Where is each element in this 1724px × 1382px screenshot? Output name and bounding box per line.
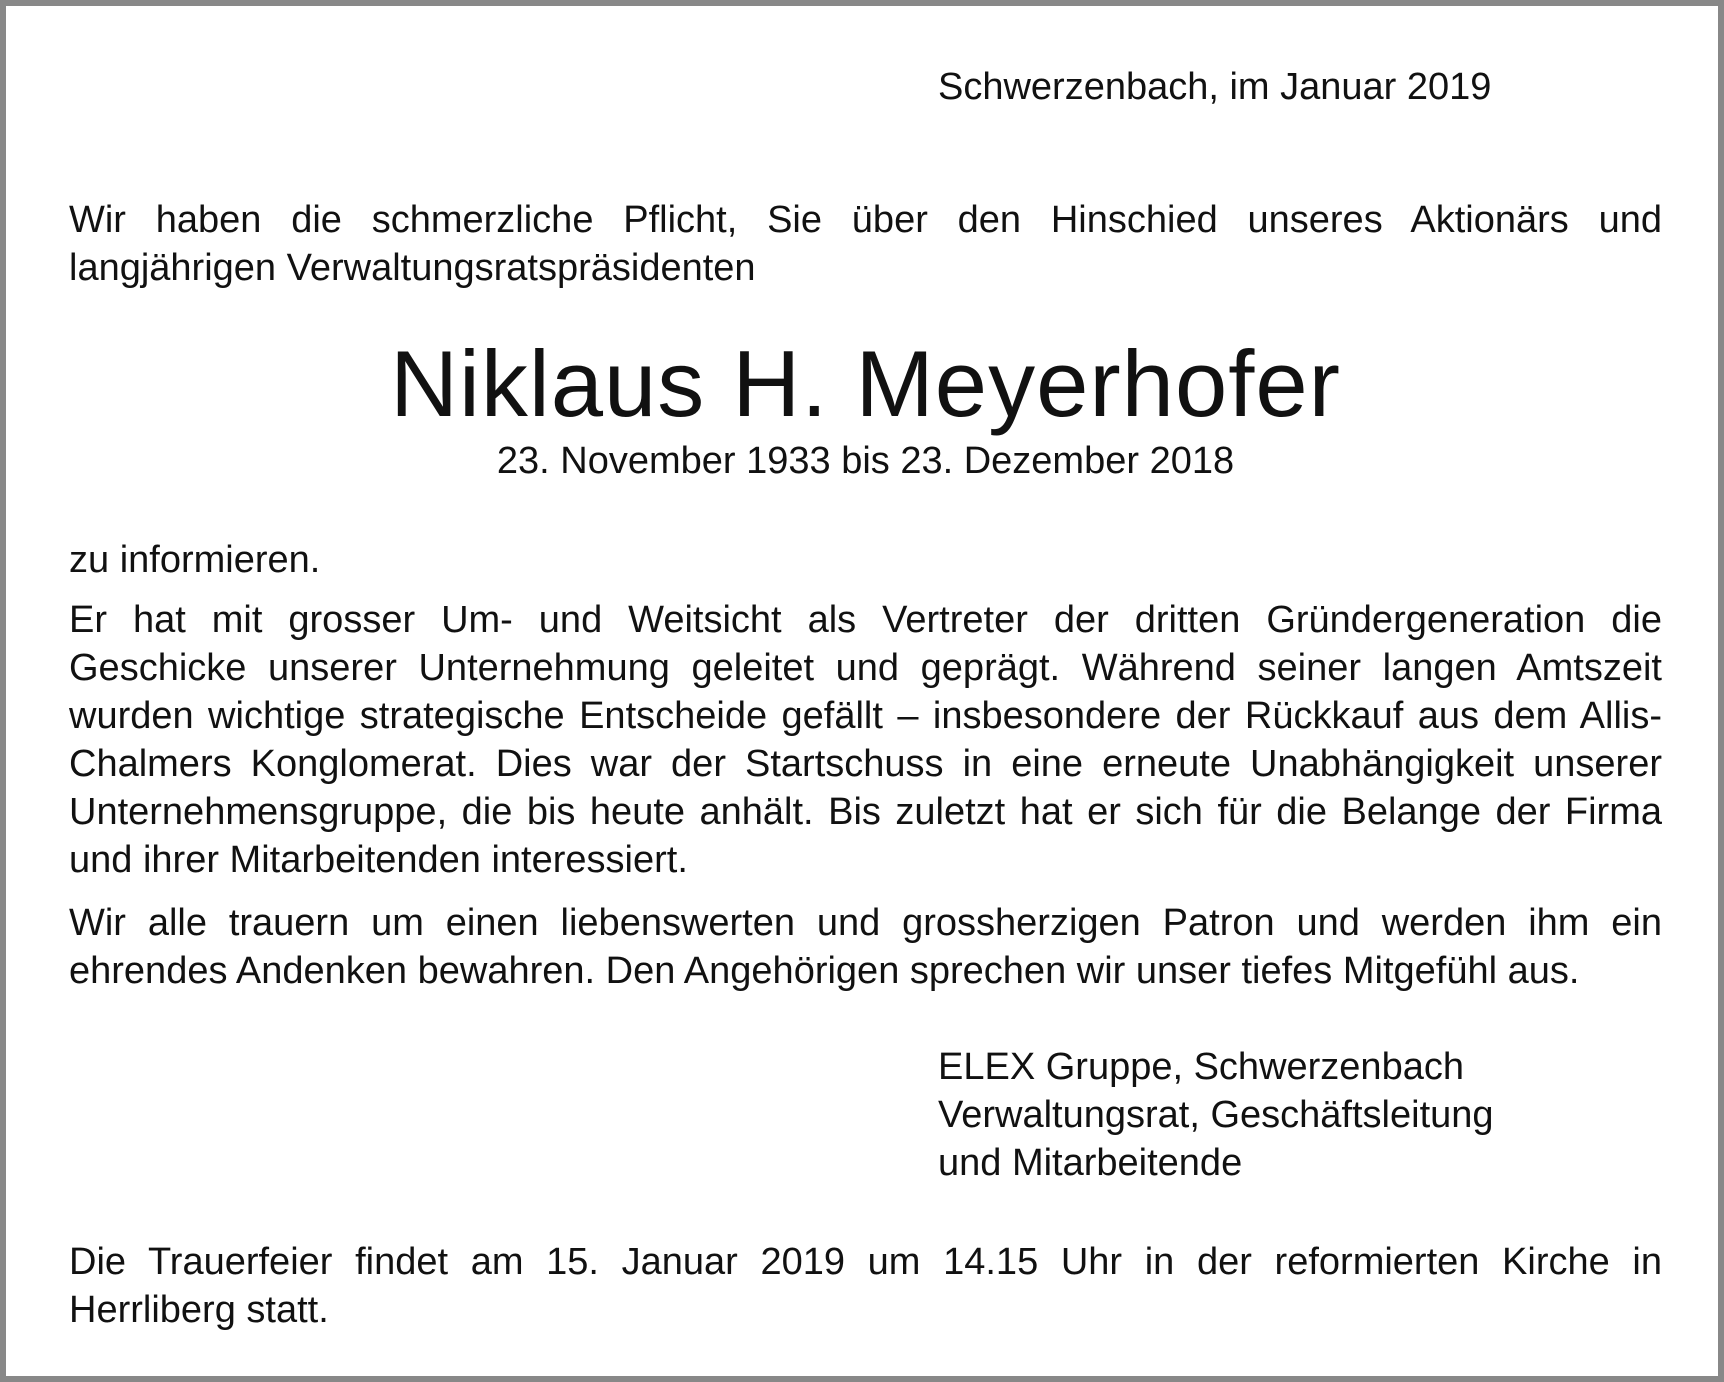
signature-line: ELEX Gruppe, Schwerzenbach	[938, 1046, 1464, 1088]
life-dates: 23. November 1933 bis 23. Dezember 2018	[496, 440, 1235, 482]
tribute-paragraph: Er hat mit grosser Um- und Weitsicht als Vertreter der dritten Gründergeneration die Geschicke unserer Unternehmung geleitet und geprägt. Während seiner langen Amtszeit wurden wichtige strategische Entscheide gefällt – insbesondere der Rückkauf aus dem Allis-Chalmers Konglomerat. Dies war der Startschuss in eine erneute Unabhängigkeit unserer Unternehmensgruppe, die bis heute anhält. Bis zuletzt hat er sich für die Belange der Firma und ihrer Mitarbeitenden interessiert.	[69, 599, 1662, 881]
signature-line: Verwaltungsrat, Geschäftsleitung	[938, 1094, 1494, 1136]
condolence-paragraph: Wir alle trauern um einen liebenswerten und grossherzigen Patron und werden ihm ein ehrendes Andenken bewahren. Den Angehörigen sprechen wir unser tiefes Mitgefühl aus.	[69, 902, 1662, 992]
place-date-line: Schwerzenbach, im Januar 2019	[938, 66, 1492, 108]
deceased-name: Niklaus H. Meyerhofer	[390, 331, 1341, 436]
intro-paragraph: Wir haben die schmerzliche Pflicht, Sie über den Hinschied unseres Aktionärs und langjährigen Verwaltungsratspräsidenten	[69, 199, 1662, 289]
funeral-info-paragraph: Die Trauerfeier findet am 15. Januar 2019 um 14.15 Uhr in der reformierten Kirche in Herrliberg statt.	[69, 1241, 1662, 1331]
signature-line: und Mitarbeitende	[938, 1142, 1243, 1184]
signature-block	[938, 1043, 1494, 1187]
inform-line: zu informieren.	[69, 539, 321, 581]
